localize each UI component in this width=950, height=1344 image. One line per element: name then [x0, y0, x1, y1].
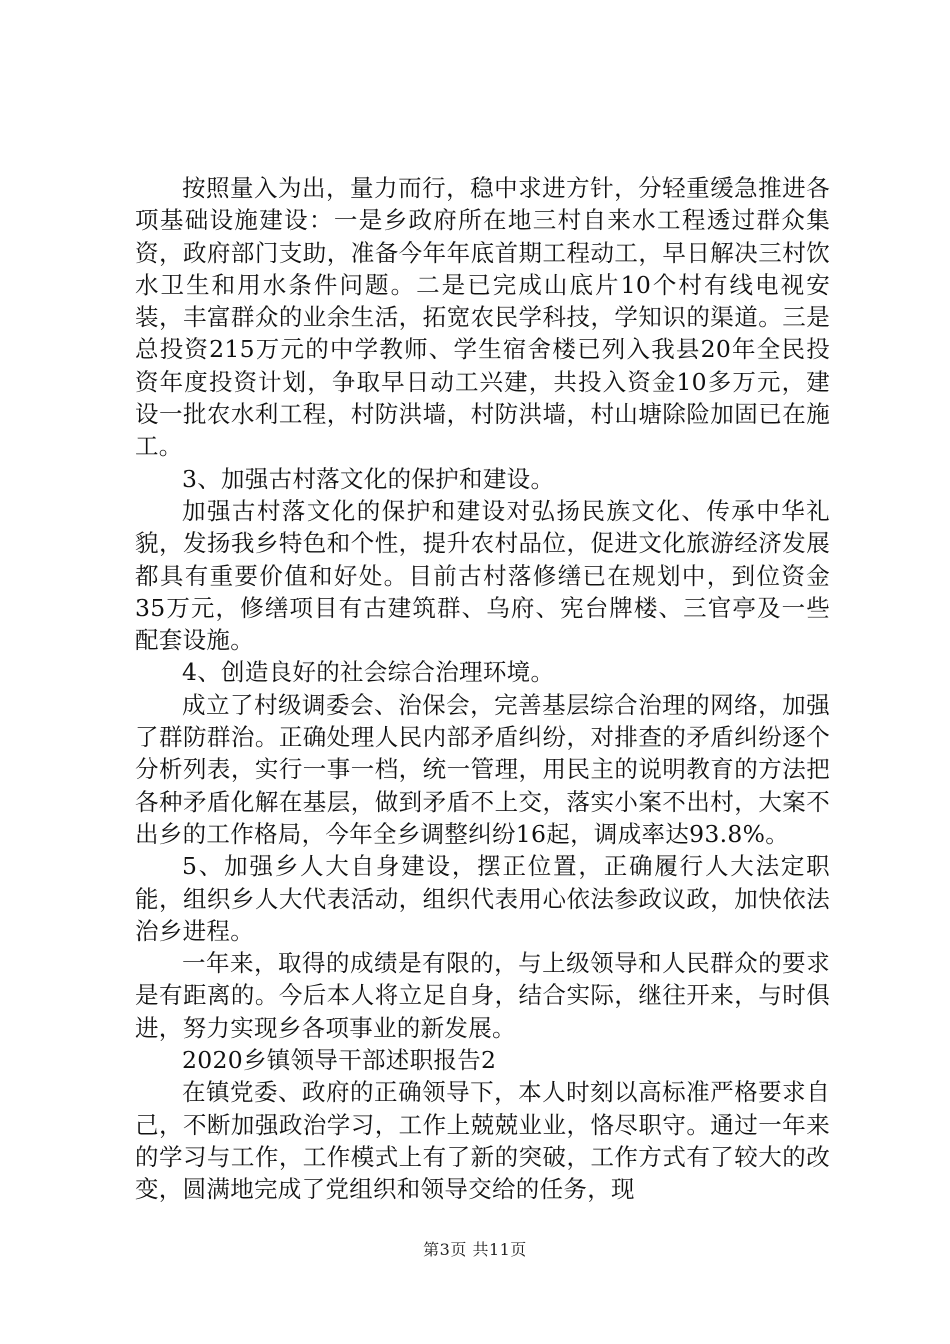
paragraph-report-2-intro: 在镇党委、政府的正确领导下，本人时刻以高标准严格要求自己，不断加强政治学习，工作上兢兢业业，恪尽职守。通过一年来的学习与工作，工作模式上有了新的突破，工作方式有了较大的改变，圆满地完成了党组织和领导交给的任务，现 [135, 1078, 830, 1204]
paragraph-npc-building: 5、加强乡人大自身建设，摆正位置，正确履行人大法定职能，组织乡人大代表活动，组织代表用心依法参政议政，加快依法治乡进程。 [135, 852, 830, 945]
page-number-footer: 第3页 共11页 [423, 1240, 527, 1259]
document-body [135, 172, 830, 1206]
paragraph-summary: 一年来，取得的成绩是有限的，与上级领导和人民群众的要求是有距离的。今后本人将立足自身，结合实际，继往开来，与时俱进，努力实现乡各项事业的新发展。 [135, 949, 830, 1042]
paragraph-ancient-villages: 加强古村落文化的保护和建设对弘扬民族文化、传承中华礼貌，发扬我乡特色和个性，提升农村品位，促进文化旅游经济发展都具有重要价值和好处。目前古村落修缮已在规划中，到位资金35万元，修缮项目有古建筑群、乌府、宪台牌楼、三官亭及一些配套设施。 [135, 496, 830, 655]
section-heading-social-governance: 4、创造良好的社会综合治理环境。 [182, 658, 555, 687]
paragraph-infrastructure: 按照量入为出，量力而行，稳中求进方针，分轻重缓急推进各项基础设施建设：一是乡政府所在地三村自来水工程透过群众集资，政府部门支助，准备今年年底首期工程动工，早日解决三村饮水卫生和用水条件问题。二是已完成山底片10个村有线电视安装，丰富群众的业余生活，拓宽农民学科技，学知识的渠道。三是总投资215万元的中学教师、学生宿舍楼已列入我县20年全民投资年度投资计划，争取早日动工兴建，共投入资金10多万元，建设一批农水利工程，村防洪墙，村防洪墙，村山塘除险加固已在施工。 [135, 174, 830, 461]
section-heading-ancient-villages: 3、加强古村落文化的保护和建设。 [182, 464, 555, 493]
paragraph-social-governance: 成立了村级调委会、治保会，完善基层综合治理的网络，加强了群防群治。正确处理人民内部矛盾纠纷，对排查的矛盾纠纷逐个分析列表，实行一事一档，统一管理，用民主的说明教育的方法把各种矛盾化解在基层，做到矛盾不上交，落实小案不出村，大案不出乡的工作格局，今年全乡调整纠纷16起，调成率达93.8%。 [135, 690, 830, 848]
report-title-2: 2020乡镇领导干部述职报告2 [182, 1046, 497, 1075]
